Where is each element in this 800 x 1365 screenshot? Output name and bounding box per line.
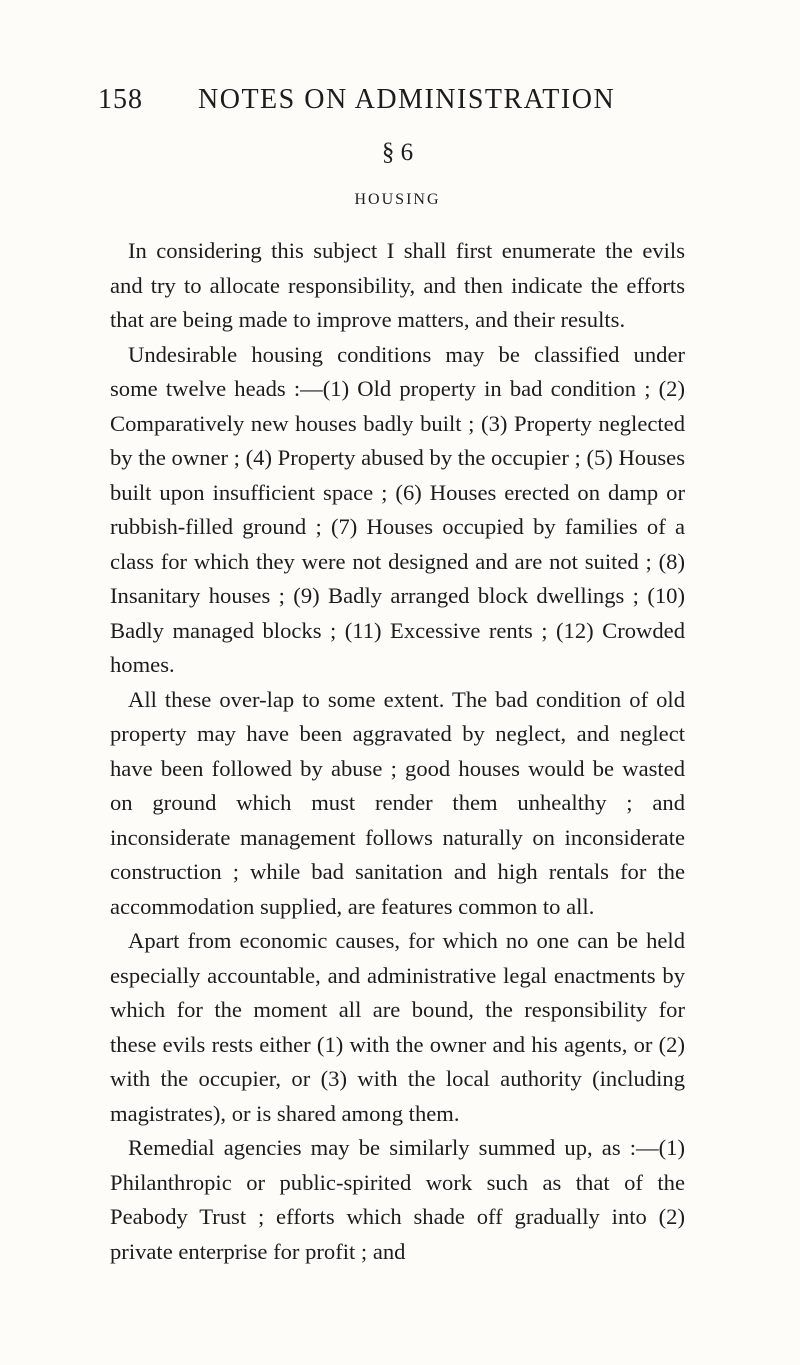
paragraph-5: Remedial agencies may be similarly summed up, as :—(1) Philanthropic or public-spirited work such as that of the Peabody Trust ; efforts which shade off gradually into (2) private enterprise for profit ; and <box>110 1135 685 1264</box>
paragraph-2: Undesirable housing conditions may be classified under some twelve heads :—(1) Old property in bad condition ; (2) Comparatively new houses badly built ; (3) Property neglected by the owner ; (4) Property abused by the occupier ; (5) Houses built upon insufficient space ; (6) Houses erected on damp or rubbish-filled ground ; (7) Houses occupied by families of a class for which they were not designed and are not suited ; (8) Insanitary houses ; (9) Badly arranged block dwellings ; (10) Badly managed blocks ; (11) Excessive rents ; (12) Crowded homes. <box>110 341 685 677</box>
paragraph-3: All these over-lap to some extent. The bad condition of old property may have been aggravated by neglect, and neglect have been followed by abuse ; good houses would be wasted on ground which must render them unhealthy ; and inconsiderate management follows naturally on inconsiderate construction ; while bad sanitation and high rentals for the accommodation supplied, are features common to all. <box>110 686 685 919</box>
running-title: NOTES ON ADMINISTRATION <box>198 84 616 115</box>
section-title: HOUSING <box>354 191 441 208</box>
section-number: § 6 <box>381 139 414 166</box>
running-header <box>98 78 685 122</box>
paragraph-4: Apart from economic causes, for which no one can be held especially accountable, and administrative legal enactments by which for the moment all are bound, the responsibility for these evils rests either (1) with the owner and his agents, or (2) with the occupier, or (3) with the local authority (including magistrates), or is shared among them. <box>110 928 685 1126</box>
page-number: 158 <box>98 84 143 115</box>
paragraph-1: In considering this subject I shall first enumerate the evils and try to allocate responsibility, and then indicate the efforts that are being made to improve matters, and their results. <box>110 238 685 332</box>
body-text <box>110 234 685 1269</box>
book-page <box>98 78 685 1269</box>
